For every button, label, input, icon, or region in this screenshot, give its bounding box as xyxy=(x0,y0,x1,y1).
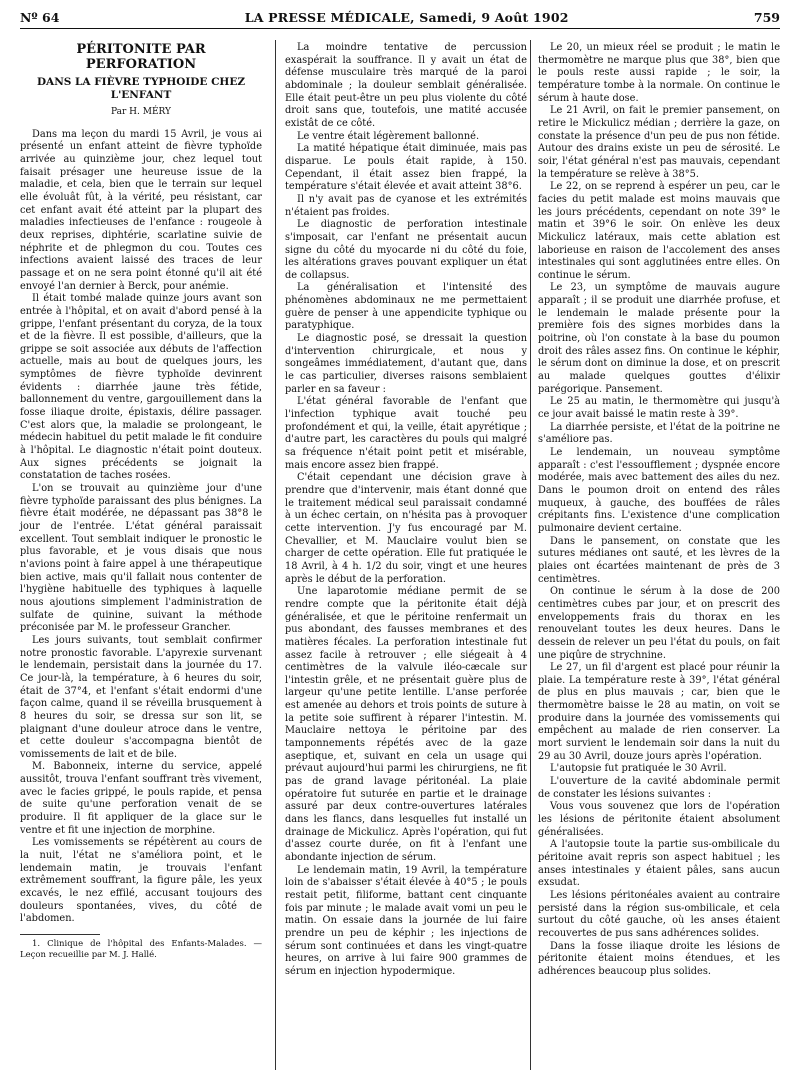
column-3 xyxy=(538,42,780,979)
paragraph: Dans ma leçon du mardi 15 Avril, je vous ai présenté un enfant atteint de fièvre typhoïde arrivée au quinzième jour, chez lequel tout faisait présager une heureuse issue de la maladie, et cela, bien que le terrain sur lequel elle évoluât fût, à la vérité, peu résistant, car cet enfant avait été atteint par la plupart des maladies infectieuses de l'enfance : rougeole à deux reprises, diphtérie, scarlatine suivie de néphrite et de phlegmon du cou. Toutes ces infections avaient laissé des traces de leur passage et on ne sera point étonné qu'il ait été envoyé l'an dernier à Berck, pour anémie. xyxy=(20,128,262,292)
column-1 xyxy=(20,42,262,961)
column-2 xyxy=(285,42,527,979)
paragraph: Il était tombé malade quinze jours avant son entrée à l'hôpital, et on avait d'abord pensé à la grippe, l'enfant présentant du coryza, de la toux et de la fièvre. Il est possible, d'ailleurs, que la grippe se soit associée aux débuts de l'affection actuelle, mais au bout de quelques jours, les symptômes de fièvre typhoïde devinrent évidents : diarrhée jaune très fétide, ballonnement du ventre, gargouillement dans la fosse iliaque droite, épistaxis, délire passager. C'est alors que, la maladie se prolongeant, le médecin habituel du petit malade le fit conduire à l'hôpital. Le diagnostic n'était point douteux. Aux signes précédents se joignait la constatation de taches rosées. xyxy=(20,293,262,482)
column-rule-left xyxy=(275,40,276,1070)
paragraph: Les jours suivants, tout semblait confirmer notre pronostic favorable. L'apyrexie survenant le lendemain, persistait dans la journée du 17. Ce jour-là, la température, à 6 heures du soir, était de 37°4, et l'enfant s'était endormi d'une façon calme, quand il se réveilla brusquement à 8 heures du soir, se dressa sur son lit, se plaignant d'une douleur atroce dans le ventre, et cette douleur s'accompagna bientôt de vomissements de lait et de bile. xyxy=(20,634,262,760)
paragraph: Vous vous souvenez que lors de l'opération les lésions de péritonite étaient absolument généralisées. xyxy=(538,801,780,838)
paragraph: Le ventre était légèrement ballonné. xyxy=(297,130,480,142)
paragraph: Le lendemain, un nouveau symptôme apparaît : c'est l'essoufflement ; dyspnée encore modérée, mais avec battement des ailes du nez. Dans le poumon droit on entend des râles muqueux, à gauche, des bouffées de râles crépitants fins. L'existence d'une complication pulmonaire devient certaine. xyxy=(538,447,780,534)
paragraph: L'ouverture de la cavité abdominale permit de constater les lésions suivantes : xyxy=(538,776,780,800)
paragraph: Dans le pansement, on constate que les sutures médianes ont sauté, et les lèvres de la plaies ont écartées maintenant de près de 3 centimètres. xyxy=(538,535,780,585)
paragraph: Le 25 au matin, le thermomètre qui jusqu'à ce jour avait baissé le matin reste à 39°. xyxy=(538,396,780,421)
paragraph: M. Babonneix, interne du service, appelé aussitôt, trouva l'enfant souffrant très vivement, avec le facies grippé, le pouls rapide, et pensa de suite qu'une perforation venait de se produire. Il fit appliquer de la glace sur le ventre et fit une injection de morphine. xyxy=(20,761,262,836)
paragraph: Le 27, un fil d'argent est placé pour réunir la plaie. La température reste à 39°, l'état général de plus en plus mauvais ; car, bien que le thermomètre baisse le 28 au matin, on voit se produire dans la journée des vomissements qui empêchent au malade de rien conserver. La mort survient le lendemain soir dans la nuit du 29 au 30 Avril, douze jours après l'opération. xyxy=(538,662,780,762)
footnote: 1. Clinique de l'hôpital des Enfants-Malades. — Leçon recueillie par M. J. Hallé. xyxy=(20,939,262,960)
page-number: 759 xyxy=(753,9,780,25)
issue-number: Nº 64 xyxy=(20,9,60,25)
paragraph: Les vomissements se répétèrent au cours de la nuit, l'état ne s'améliora point, et le lendemain matin, je trouvais l'enfant extrêmement souffrant, la figure pâle, les yeux excavés, le nez effilé, accusant toujours des douleurs spontanées, vives, du côté de l'abdomen. xyxy=(20,837,262,925)
paragraph: Le 23, un symptôme de mauvais augure apparaît ; il se produit une diarrhée profuse, et le lendemain le malade présente pour la première fois des signes morbides dans la poitrine, où l'on constate à la base du poumon droit des râles assez fins. On continue le képhir, le sérum dont on diminue la dose, et on prescrit au malade quelques gouttes d'élixir parégorique. Pansement. xyxy=(538,282,780,395)
paragraph: Dans la fosse iliaque droite les lésions de péritonite étaient moins étendues, et les adhérences beaucoup plus solides. xyxy=(538,940,780,977)
paragraph: On continue le sérum à la dose de 200 centimètres cubes par jour, et on prescrit des enveloppements frais du thorax en les renouvelant toutes les deux heures. Dans le dessein de relever un peu l'état du pouls, on fait une piqûre de strychnine. xyxy=(538,586,780,661)
paragraph: Le diagnostic de perforation intestinale s'imposait, car l'enfant ne présentait aucun signe du côté du myocarde ni du côté du foie, les altérations graves pouvant expliquer un état de collapsus. xyxy=(285,219,527,281)
paragraph: Le 21 Avril, on fait le premier pansement, on retire le Mickulicz médian ; derrière la gaze, on constate la présence d'un peu de pus non fétide. Autour des drains existe un peu de sérosité. Le soir, l'état général n'est pas mauvais, cependant la température se relève à 38°5. xyxy=(538,105,780,180)
paragraph: L'autopsie fut pratiquée le 30 Avril. xyxy=(550,763,727,775)
paragraph: La généralisation et l'intensité des phénomènes abdominaux ne me permettaient guère de penser à une appendicite typhique ou paratyphique. xyxy=(285,282,527,332)
article-subtitle: DANS LA FIÈVRE TYPHOIDE CHEZ L'ENFANT xyxy=(36,76,246,101)
paragraph: L'état général favorable de l'enfant que l'infection typhique avait touché peu profondément et qui, la veille, était apyrétique ; d'autre part, les caractères du pouls qui malgré sa fréquence n'était point petit et misérable, mais encore assez bien frappé. xyxy=(285,396,527,471)
article-author: Par H. MÉRY xyxy=(111,107,171,117)
paragraph: Les lésions péritonéales avaient au contraire persisté dans la région sus-ombilicale, et cela surtout du côté gauche, où les anses étaient recouvertes de pus sans adhérences solides. xyxy=(538,889,780,939)
paragraph: Le 22, on se reprend à espérer un peu, car le facies du petit malade est moins mauvais que les jours précédents, cependant on note 39° le matin et 39°6 le soir. On enlève les deux Mickulicz latéraux, mais cette ablation est laborieuse en raison de l'accolement des anses intestinales qui sont agglutinées entre elles. On continue le sérum. xyxy=(538,181,780,281)
paragraph: La moindre tentative de percussion exaspérait la souffrance. Il y avait un état de défense musculaire très marqué de la paroi abdominale ; la douleur semblait généralisée. Elle était peut-être un peu plus violente du côté droit sans que, toutefois, une matité accusée existât de ce côté. xyxy=(285,42,527,129)
paragraph: La diarrhée persiste, et l'état de la poitrine ne s'améliore pas. xyxy=(538,421,780,446)
article-title: PÉRITONITE PAR PERFORATION xyxy=(76,42,206,72)
page-header xyxy=(20,6,780,29)
column-rule-right xyxy=(530,40,531,1070)
journal-title: LA PRESSE MÉDICALE, Samedi, 9 Août 1902 xyxy=(244,9,569,25)
paragraph: Il n'y avait pas de cyanose et les extrémités n'étaient pas froides. xyxy=(285,193,527,218)
footnote-rule xyxy=(20,934,100,935)
paragraph: Le 20, un mieux réel se produit ; le matin le thermomètre ne marque plus que 38°, bien que le pouls reste aussi rapide ; le soir, la température tombe à la normale. On continue le sérum à haute dose. xyxy=(538,42,780,104)
paragraph: Une laparotomie médiane permit de se rendre compte que la péritonite était déjà généralisée, et que le péritoine renfermait un pus abondant, des fausses membranes et des matières fécales. La perforation intestinale fut assez facile à retrouver ; elle siégeait à 4 centimètres de la valvule iléo-cæcale sur l'intestin grêle, et ne présentait guère plus de largeur qu'une petite lentille. L'anse perforée est amenée au dehors et trois points de suture à la petite soie suffirent à réparer l'intestin. M. Mauclaire nettoya le péritoine par des tamponnements répétés avec de la gaze aseptique, et, suivant en cela un usage qui prévaut aujourd'hui parmi les chirurgiens, ne fit pas de grand lavage péritonéal. La plaie opératoire fut suturée en partie et le drainage assuré par deux contre-ouvertures latérales dans les flancs, dans lesquelles fut installé un drainage de Mickulicz. Après l'opération, qui fut d'assez courte durée, on fit à l'enfant une abondante injection de sérum. xyxy=(285,586,527,863)
paragraph: Le lendemain matin, 19 Avril, la température loin de s'abaisser s'était élevée à 40°5 ; le pouls restait petit, filiforme, battant cent cinquante fois par minute ; le malade avait vomi un peu le matin. On essaie dans la journée de lui faire prendre un peu de képhir ; les injections de sérum sont continuées et dans les vingt-quatre heures, on arrive à lui faire 900 grammes de sérum en injection hypodermique. xyxy=(285,864,527,977)
paragraph: La matité hépatique était diminuée, mais pas disparue. Le pouls était rapide, à 150. Cependant, il était assez bien frappé, la température s'était élevée et avait atteint 38°6. xyxy=(285,143,527,193)
paragraph: C'était cependant une décision grave à prendre que d'intervenir, mais étant donné que le traitement médical seul paraissait condamné à un échec certain, on n'hésita pas à provoquer cette intervention. J'y fus encouragé par M. Chevallier, et M. Mauclaire voulut bien se charger de cette opération. Elle fut pratiquée le 18 Avril, à 4 h. 1/2 du soir, vingt et une heures après le début de la perforation. xyxy=(285,472,527,585)
paragraph: Le diagnostic posé, se dressait la question d'intervention chirurgicale, et nous y songeâmes immédiatement, d'autant que, dans le cas particulier, diverses raisons semblaient parler en sa faveur : xyxy=(285,333,527,395)
paragraph: L'on se trouvait au quinzième jour d'une fièvre typhoïde paraissant des plus bénignes. La fièvre était modérée, ne dépassant pas 38°8 le jour de l'entrée. L'état général paraissait excellent. Tout semblait indiquer le pronostic le plus favorable, et je vous disais que nous n'avions point à faire appel à une thérapeutique bien active, mais qu'il fallait nous contenter de l'hygiène habituelle des typhiques à laquelle nous ajoutions simplement l'administration de sulfate de quinine, suivant la méthode préconisée par M. le professeur Grancher. xyxy=(20,483,262,634)
paragraph: A l'autopsie toute la partie sus-ombilicale du péritoine avait repris son aspect habituel ; les anses intestinales y étaient pâles, sans aucun exsudat. xyxy=(538,839,780,889)
